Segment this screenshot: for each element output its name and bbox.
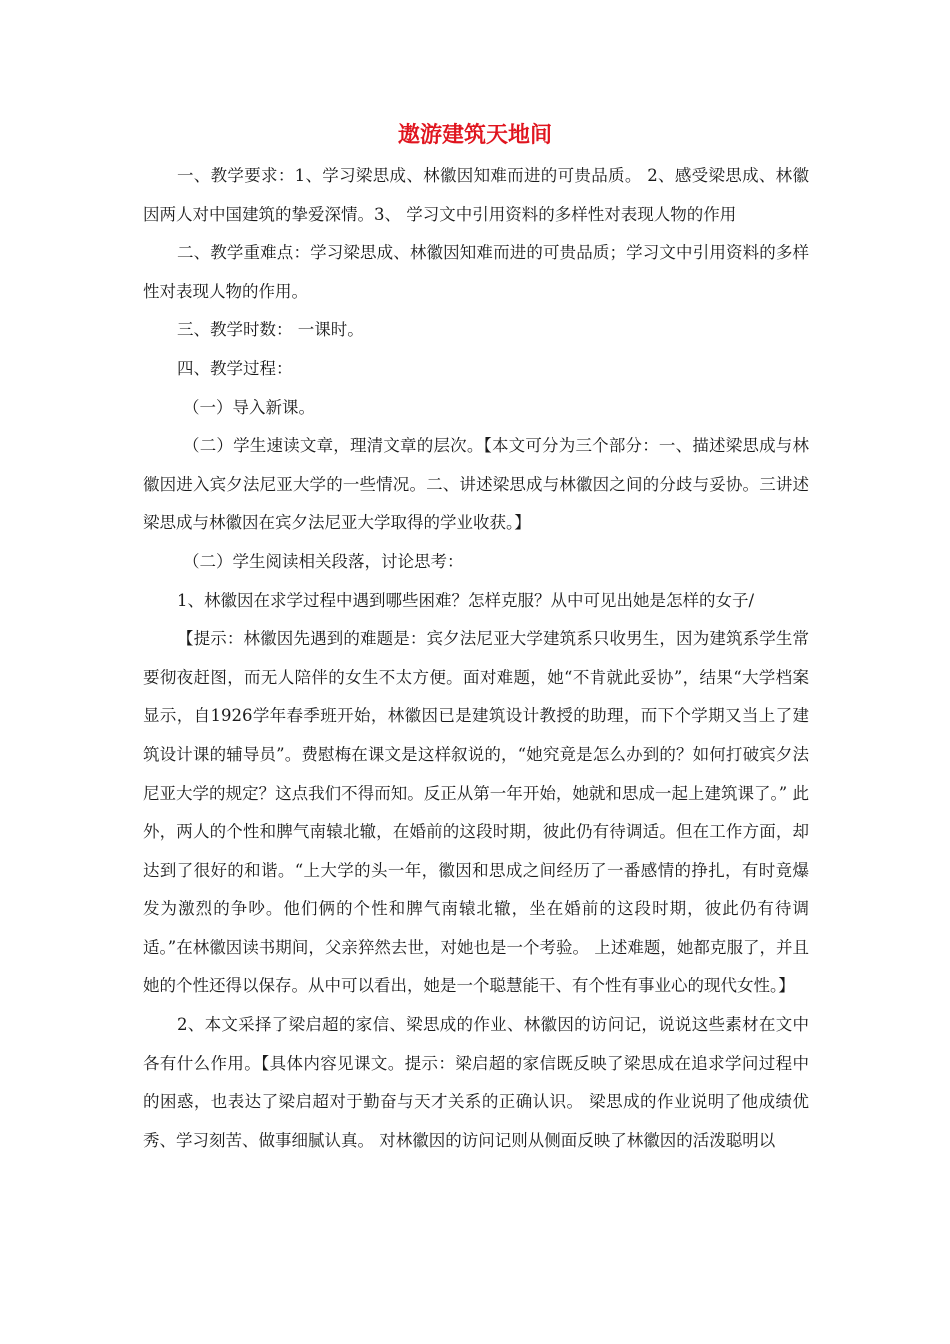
paragraph-step-3: （二）学生阅读相关段落，讨论思考：	[183, 551, 464, 571]
paragraph-step-1: （一）导入新课。	[183, 397, 315, 417]
paragraph-requirements: 一、教学要求：1、学习梁思成、林徽因知难而进的可贵品质。 2、感受梁思成、林徽因两人对中国建筑的挚爱深情。3、 学习文中引用资料的多样性对表现人物的作用	[143, 166, 809, 224]
paragraph-hint-1: 【提示：林徽因先遇到的难题是：宾夕法尼亚大学建筑系只收男生，因为建筑系学生常要彻夜赶图，而无人陪伴的女生不太方便。面对难题，她“不肯就此妥协”，结果“大学档案显示，自1926学年春季班开始，林徽因已是建筑设计教授的助理，而下个学期又当上了建筑设计课的辅导员”。费慰梅在课文是这样叙说的，“她究竟是怎么办到的？如何打破宾夕法尼亚大学的规定？这点我们不得而知。反正从第一年开始，她就和思成一起上建筑课了。” 此外，两人的个性和脾气南辕北辙，在婚前的这段时期，彼此仍有待调适。但在工作方面，却达到了很好的和谐。“上大学的头一年，徽因和思成之间经历了一番感情的挣扎，有时竟爆发为激烈的争吵。他们俩的个性和脾气南辕北辙，坐在婚前的这段时期，彼此仍有待调适。”在林徽因读书期间，父亲猝然去世，对她也是一个考验。 上述难题，她都克服了，并且她的个性还得以保存。从中可以看出，她是一个聪慧能干、有个性有事业心的现代女性。】	[143, 629, 809, 996]
paragraph-step-2: （二）学生速读文章，理清文章的层次。【本文可分为三个部分：一、描述梁思成与林徽因进入宾夕法尼亚大学的一些情况。二、讲述梁思成与林徽因之间的分歧与妥协。三讲述梁思成与林徽因在宾夕法尼亚大学取得的学业收获。】	[143, 436, 809, 533]
paragraph-question-2: 2、本文采择了梁启超的家信、梁思成的作业、林徽因的访问记，说说这些素材在文中各有什么作用。【具体内容见课文。提示：梁启超的家信既反映了梁思成在追求学问过程中的困惑，也表达了梁启超对于勤奋与天才关系的正确认识。 梁思成的作业说明了他成绩优秀、学习刻苦、做事细腻认真。 对林徽因的访问记则从侧面反映了林徽因的活泼聪明以	[143, 1015, 809, 1150]
document-title: 遨游建筑天地间	[397, 122, 552, 148]
paragraph-question-1: 1、林徽因在求学过程中遇到哪些困难？怎样克服？从中可见出她是怎样的女子/	[177, 590, 755, 610]
paragraph-class-hours: 三、教学时数： 一课时。	[177, 320, 364, 340]
paragraph-process-heading: 四、教学过程：	[177, 358, 293, 378]
paragraph-key-points: 二、教学重难点：学习梁思成、林徽因知难而进的可贵品质；学习文中引用资料的多样性对表现人物的作用。	[143, 243, 809, 301]
document-body	[143, 157, 809, 1160]
